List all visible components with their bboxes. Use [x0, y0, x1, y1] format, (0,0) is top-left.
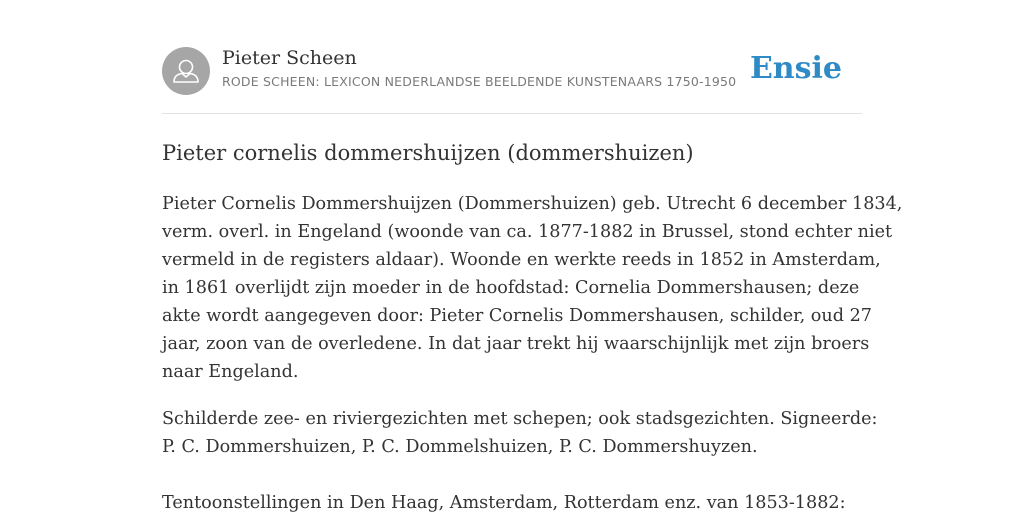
- article-paragraph: [162, 489, 862, 512]
- author-name[interactable]: Pieter Scheen: [222, 47, 357, 69]
- article-paragraph: [162, 190, 903, 386]
- article-title: Pieter cornelis dommershuijzen (dommershuizen): [162, 141, 694, 165]
- paragraph-line: Tentoonstellingen in Den Haag, Amsterdam, Rotterdam enz. van 1853-1882:: [162, 493, 846, 512]
- paragraph-line: in 1861 overlijdt zijn moeder in de hoofdstad: Cornelia Dommershausen; deze: [162, 278, 860, 298]
- paragraph-line: vermeld in de registers aldaar). Woonde en werkte reeds in 1852 in Amsterdam,: [162, 250, 881, 270]
- paragraph-line: P. C. Dommershuizen, P. C. Dommelshuizen, P. C. Dommershuyzen.: [162, 437, 758, 457]
- ensie-logo[interactable]: Ensie: [749, 51, 842, 86]
- user-silhouette-icon: [162, 47, 210, 95]
- header-divider: [162, 113, 862, 114]
- paragraph-line: Schilderde zee- en riviergezichten met schepen; ook stadsgezichten. Signeerde:: [162, 409, 878, 429]
- paragraph-line: naar Engeland.: [162, 362, 299, 382]
- article-header: [162, 46, 862, 96]
- paragraph-line: jaar, zoon van de overledene. In dat jaar trekt hij waarschijnlijk met zijn broers: [162, 334, 870, 354]
- paragraph-line: verm. overl. in Engeland (woonde van ca. 1877-1882 in Brussel, stond echter niet: [162, 222, 893, 242]
- paragraph-line: Pieter Cornelis Dommershuijzen (Dommershuizen) geb. Utrecht 6 december 1834,: [162, 194, 903, 214]
- paragraph-line: akte wordt aangegeven door: Pieter Cornelis Dommershausen, schilder, oud 27: [162, 306, 872, 326]
- source-label[interactable]: RODE SCHEEN: LEXICON NEDERLANDSE BEELDENDE KUNSTENAARS 1750-1950: [222, 74, 737, 89]
- author-avatar[interactable]: [162, 47, 210, 95]
- article-paragraph: [162, 405, 878, 461]
